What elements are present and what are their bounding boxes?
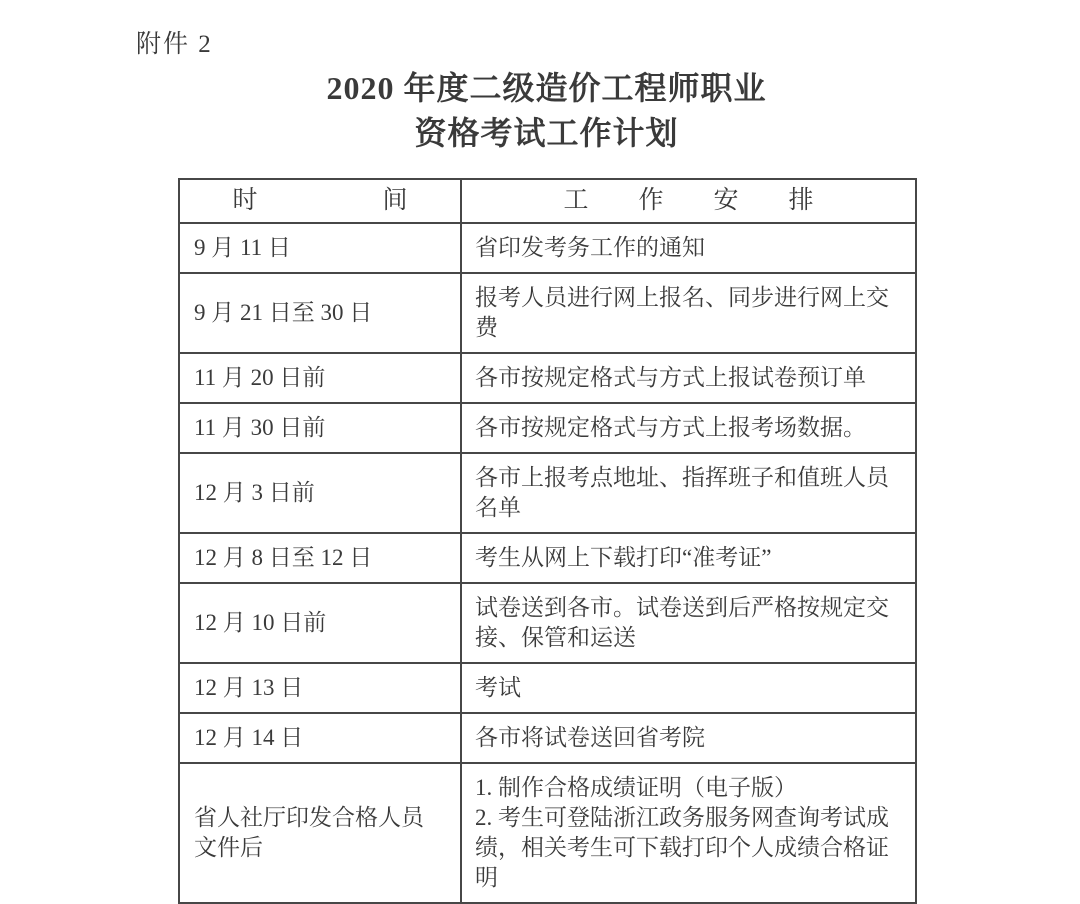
- page-title-line1: 2020 年度二级造价工程师职业: [326, 70, 767, 106]
- time-cell: 12 月 14 日: [179, 713, 461, 763]
- table-row: [179, 453, 916, 533]
- attachment-label: 附件 2: [136, 31, 213, 58]
- table-row: [179, 663, 916, 713]
- work-item: 各市按规定格式与方式上报考场数据。: [475, 415, 866, 440]
- time-cell: 省人社厅印发合格人员文件后: [179, 763, 461, 903]
- work-cell: [461, 583, 916, 663]
- time-cell: 11 月 20 日前: [179, 353, 461, 403]
- table-row: [179, 223, 916, 273]
- work-cell: [461, 353, 916, 403]
- work-cell: [461, 273, 916, 353]
- column-header-work: 工 作 安 排: [461, 179, 916, 223]
- work-cell: [461, 763, 916, 903]
- time-cell: 12 月 8 日至 12 日: [179, 533, 461, 583]
- page-title-line2: 资格考试工作计划: [414, 115, 679, 151]
- table-row: [179, 403, 916, 453]
- work-item: 各市上报考点地址、指挥班子和值班人员名单: [475, 465, 889, 520]
- time-cell: 9 月 21 日至 30 日: [179, 273, 461, 353]
- work-item: 省印发考务工作的通知: [475, 235, 705, 260]
- table-row: [179, 713, 916, 763]
- work-cell: [461, 453, 916, 533]
- work-item: 报考人员进行网上报名、同步进行网上交费: [475, 285, 889, 340]
- time-cell: 12 月 13 日: [179, 663, 461, 713]
- table-row: [179, 353, 916, 403]
- work-plan-table: [178, 178, 917, 904]
- time-cell: 12 月 3 日前: [179, 453, 461, 533]
- work-cell: [461, 533, 916, 583]
- table-row: [179, 533, 916, 583]
- table-row: [179, 583, 916, 663]
- work-item: 2. 考生可登陆浙江政务服务网查询考试成绩，相关考生可下载打印个人成绩合格证明: [475, 805, 889, 890]
- column-header-time: 时 间: [179, 179, 461, 223]
- work-item: 各市按规定格式与方式上报试卷预订单: [475, 365, 866, 390]
- time-cell: 12 月 10 日前: [179, 583, 461, 663]
- time-cell: 11 月 30 日前: [179, 403, 461, 453]
- time-cell: 9 月 11 日: [179, 223, 461, 273]
- work-item: 考生从网上下载打印“准考证”: [475, 545, 772, 570]
- work-cell: [461, 223, 916, 273]
- work-cell: [461, 663, 916, 713]
- work-cell: [461, 713, 916, 763]
- work-item: 各市将试卷送回省考院: [475, 725, 705, 750]
- work-item: 考试: [475, 675, 521, 700]
- table-row: [179, 273, 916, 353]
- work-item: 试卷送到各市。试卷送到后严格按规定交接、保管和运送: [475, 595, 889, 650]
- work-item: 1. 制作合格成绩证明（电子版）: [475, 775, 797, 800]
- page-title: [178, 66, 915, 156]
- work-cell: [461, 403, 916, 453]
- table-header-row: [179, 179, 916, 223]
- table-row: [179, 763, 916, 903]
